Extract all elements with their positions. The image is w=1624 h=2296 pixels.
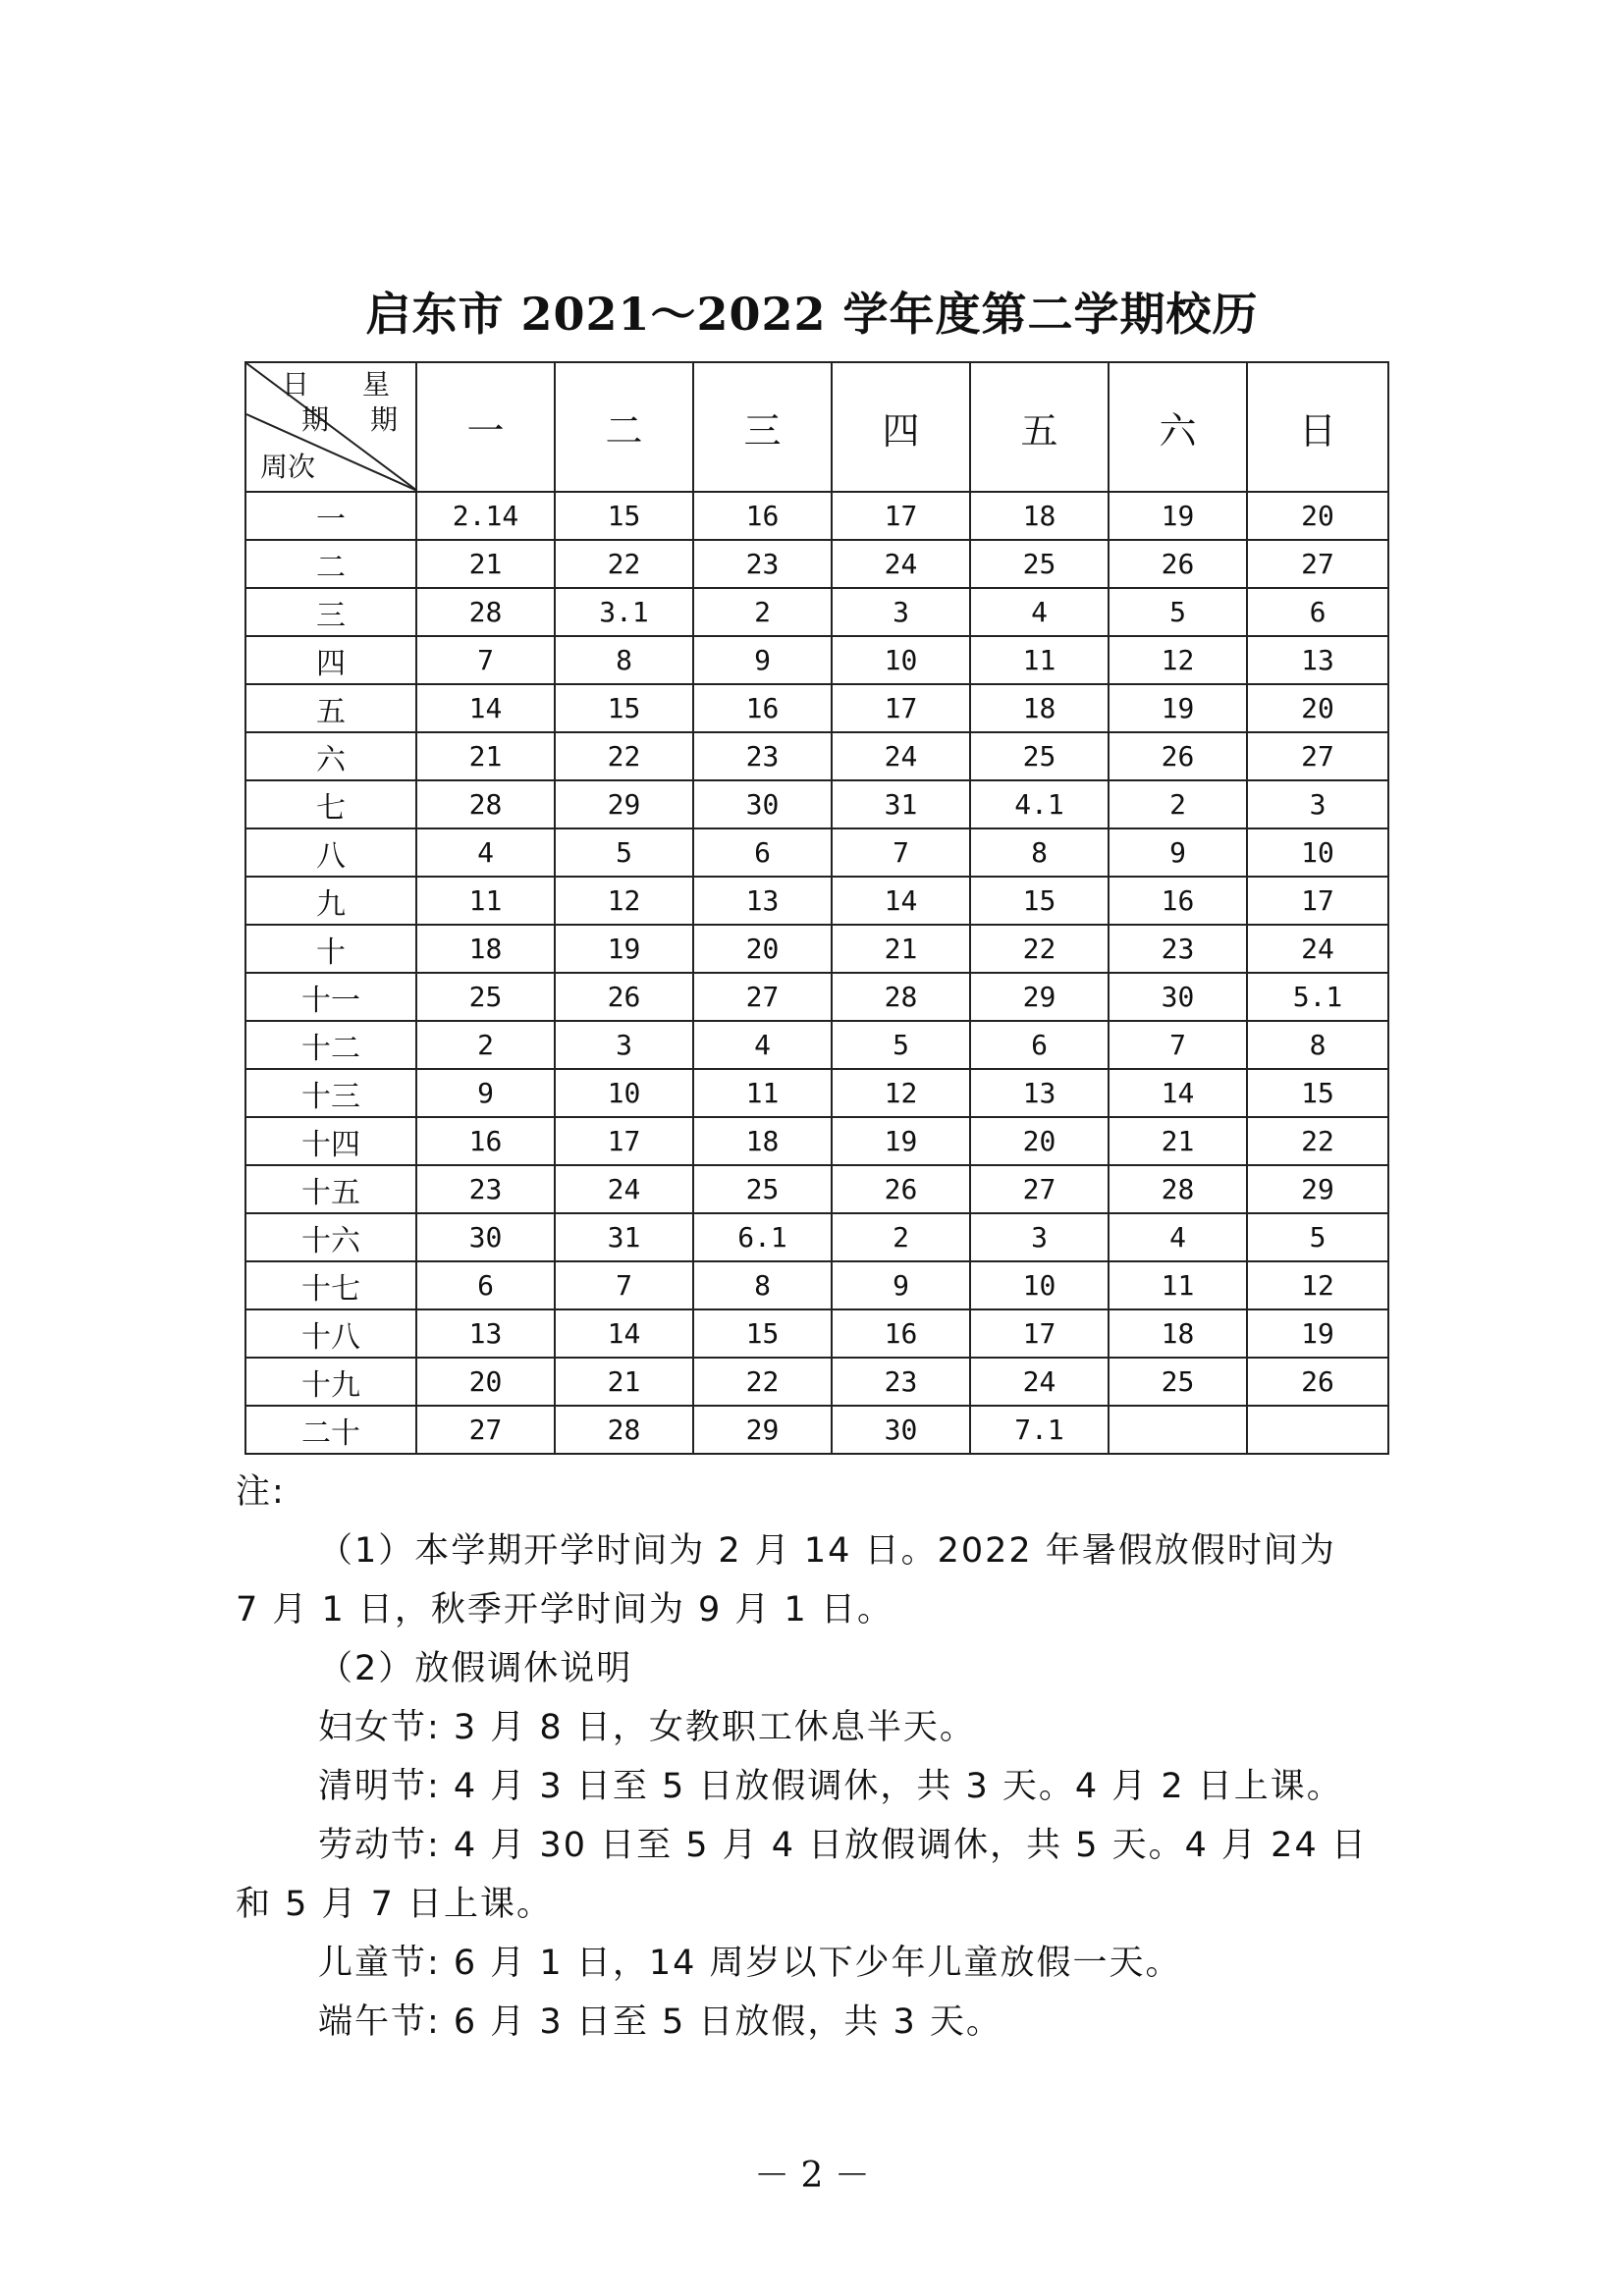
date-cell: 15 <box>555 492 693 540</box>
date-cell: 24 <box>832 732 970 780</box>
week-number-cell: 五 <box>245 684 416 732</box>
date-cell: 12 <box>555 877 693 925</box>
date-cell: 3 <box>555 1021 693 1069</box>
date-cell: 20 <box>693 925 832 973</box>
table-row <box>245 877 1388 925</box>
date-cell: 23 <box>416 1165 555 1213</box>
date-cell: 16 <box>693 684 832 732</box>
date-cell: 3 <box>832 588 970 636</box>
date-cell: 30 <box>693 780 832 828</box>
week-number-cell: 十三 <box>245 1069 416 1117</box>
table-row <box>245 828 1388 877</box>
date-cell: 27 <box>693 973 832 1021</box>
table-row <box>245 636 1388 684</box>
day-header-wed: 三 <box>693 362 832 492</box>
date-cell: 15 <box>1247 1069 1388 1117</box>
date-cell: 19 <box>832 1117 970 1165</box>
table-row <box>245 1213 1388 1261</box>
week-number-cell: 十二 <box>245 1021 416 1069</box>
week-number-cell: 十六 <box>245 1213 416 1261</box>
note-dragon-boat: 端午节: 6 月 3 日至 5 日放假，共 3 天。 <box>318 2002 1002 2042</box>
date-cell: 14 <box>832 877 970 925</box>
date-cell: 5.1 <box>1247 973 1388 1021</box>
date-cell: 15 <box>693 1309 832 1358</box>
date-cell: 10 <box>832 636 970 684</box>
week-number-cell: 十八 <box>245 1309 416 1358</box>
table-row <box>245 1165 1388 1213</box>
date-cell: 14 <box>1109 1069 1247 1117</box>
date-cell: 18 <box>693 1117 832 1165</box>
date-cell: 2.14 <box>416 492 555 540</box>
date-cell: 7 <box>832 828 970 877</box>
week-number-cell: 十九 <box>245 1358 416 1406</box>
date-cell: 10 <box>970 1261 1109 1309</box>
date-cell: 24 <box>970 1358 1109 1406</box>
date-cell: 4 <box>1109 1213 1247 1261</box>
date-cell: 20 <box>1247 684 1388 732</box>
day-header-fri: 五 <box>970 362 1109 492</box>
date-cell: 6 <box>970 1021 1109 1069</box>
table-row <box>245 1261 1388 1309</box>
table-row <box>245 732 1388 780</box>
corner-week-label: 周次 <box>260 451 316 483</box>
corner-header-cell <box>245 362 416 492</box>
date-cell: 31 <box>555 1213 693 1261</box>
date-cell: 5 <box>1247 1213 1388 1261</box>
note-item-2: （2）放假调休说明 <box>318 1649 633 1688</box>
date-cell: 19 <box>1109 492 1247 540</box>
table-row <box>245 973 1388 1021</box>
date-cell: 18 <box>416 925 555 973</box>
week-number-cell: 三 <box>245 588 416 636</box>
date-cell: 6 <box>416 1261 555 1309</box>
date-cell: 3.1 <box>555 588 693 636</box>
date-cell: 20 <box>970 1117 1109 1165</box>
date-cell: 20 <box>1247 492 1388 540</box>
day-header-tue: 二 <box>555 362 693 492</box>
date-cell: 2 <box>832 1213 970 1261</box>
date-cell: 5 <box>555 828 693 877</box>
date-cell: 24 <box>555 1165 693 1213</box>
date-cell: 28 <box>832 973 970 1021</box>
corner-star-label: 星 <box>362 368 391 400</box>
date-cell: 22 <box>970 925 1109 973</box>
table-row <box>245 1069 1388 1117</box>
date-cell: 16 <box>1109 877 1247 925</box>
date-cell: 10 <box>555 1069 693 1117</box>
date-cell: 28 <box>1109 1165 1247 1213</box>
note-labor-day-continued: 和 5 月 7 日上课。 <box>236 1885 554 1924</box>
table-row <box>245 1309 1388 1358</box>
table-row <box>245 780 1388 828</box>
date-cell: 21 <box>416 732 555 780</box>
date-cell: 22 <box>555 732 693 780</box>
date-cell: 24 <box>1247 925 1388 973</box>
date-cell: 23 <box>832 1358 970 1406</box>
date-cell: 27 <box>416 1406 555 1454</box>
date-cell: 10 <box>1247 828 1388 877</box>
date-cell: 11 <box>1109 1261 1247 1309</box>
date-cell: 13 <box>970 1069 1109 1117</box>
page-title: 启东市 2021～2022 学年度第二学期校历 <box>365 288 1259 341</box>
note-labor-day: 劳动节: 4 月 30 日至 5 月 4 日放假调休，共 5 天。4 月 24 日 <box>318 1826 1368 1865</box>
date-cell: 18 <box>1109 1309 1247 1358</box>
date-cell: 5 <box>1109 588 1247 636</box>
date-cell: 17 <box>832 684 970 732</box>
week-number-cell: 一 <box>245 492 416 540</box>
table-row <box>245 1117 1388 1165</box>
date-cell: 16 <box>832 1309 970 1358</box>
date-cell: 13 <box>416 1309 555 1358</box>
date-cell: 20 <box>416 1358 555 1406</box>
date-cell: 29 <box>555 780 693 828</box>
date-cell: 30 <box>416 1213 555 1261</box>
table-row <box>245 1021 1388 1069</box>
date-cell: 21 <box>555 1358 693 1406</box>
date-cell: 28 <box>416 780 555 828</box>
date-cell: 12 <box>1109 636 1247 684</box>
date-cell: 19 <box>555 925 693 973</box>
week-number-cell: 六 <box>245 732 416 780</box>
date-cell: 27 <box>1247 732 1388 780</box>
date-cell: 18 <box>970 492 1109 540</box>
week-number-cell: 十一 <box>245 973 416 1021</box>
week-number-cell: 二 <box>245 540 416 588</box>
date-cell: 15 <box>555 684 693 732</box>
date-cell: 11 <box>970 636 1109 684</box>
date-cell: 25 <box>1109 1358 1247 1406</box>
day-header-mon: 一 <box>416 362 555 492</box>
week-number-cell: 十五 <box>245 1165 416 1213</box>
date-cell: 26 <box>1109 732 1247 780</box>
date-cell: 3 <box>1247 780 1388 828</box>
notes-section <box>236 1463 1394 2052</box>
table-row <box>245 588 1388 636</box>
date-cell: 9 <box>693 636 832 684</box>
date-cell: 29 <box>1247 1165 1388 1213</box>
date-cell: 29 <box>970 973 1109 1021</box>
date-cell <box>1247 1406 1388 1454</box>
week-number-cell: 九 <box>245 877 416 925</box>
date-cell: 18 <box>970 684 1109 732</box>
week-number-cell: 十七 <box>245 1261 416 1309</box>
date-cell: 7 <box>555 1261 693 1309</box>
date-cell: 15 <box>970 877 1109 925</box>
date-cell: 22 <box>693 1358 832 1406</box>
date-cell: 4 <box>970 588 1109 636</box>
date-cell: 25 <box>416 973 555 1021</box>
week-number-cell: 八 <box>245 828 416 877</box>
date-cell: 17 <box>832 492 970 540</box>
date-cell: 30 <box>832 1406 970 1454</box>
date-cell: 5 <box>832 1021 970 1069</box>
note-item-1: （1）本学期开学时间为 2 月 14 日。2022 年暑假放假时间为 <box>318 1531 1336 1571</box>
page-number: － 2 － <box>754 2156 870 2196</box>
date-cell: 17 <box>555 1117 693 1165</box>
date-cell: 13 <box>693 877 832 925</box>
date-cell: 26 <box>555 973 693 1021</box>
date-cell: 2 <box>416 1021 555 1069</box>
corner-qi-right-label: 期 <box>370 403 399 436</box>
date-cell: 27 <box>1247 540 1388 588</box>
date-cell: 4 <box>693 1021 832 1069</box>
date-cell: 7 <box>416 636 555 684</box>
date-cell: 17 <box>1247 877 1388 925</box>
date-cell: 9 <box>416 1069 555 1117</box>
date-cell: 13 <box>1247 636 1388 684</box>
date-cell <box>1109 1406 1247 1454</box>
date-cell: 7.1 <box>970 1406 1109 1454</box>
notes-heading: 注: <box>236 1472 286 1512</box>
date-cell: 25 <box>970 732 1109 780</box>
school-calendar-table <box>244 361 1389 1455</box>
date-cell: 6.1 <box>693 1213 832 1261</box>
date-cell: 9 <box>832 1261 970 1309</box>
corner-qi-left-label: 期 <box>301 403 330 436</box>
date-cell: 4 <box>416 828 555 877</box>
note-womens-day: 妇女节: 3 月 8 日，女教职工休息半天。 <box>318 1708 976 1747</box>
date-cell: 23 <box>1109 925 1247 973</box>
date-cell: 28 <box>555 1406 693 1454</box>
date-cell: 7 <box>1109 1021 1247 1069</box>
date-cell: 14 <box>555 1309 693 1358</box>
date-cell: 19 <box>1109 684 1247 732</box>
date-cell: 12 <box>832 1069 970 1117</box>
week-number-cell: 四 <box>245 636 416 684</box>
table-row <box>245 492 1388 540</box>
date-cell: 25 <box>693 1165 832 1213</box>
date-cell: 17 <box>970 1309 1109 1358</box>
corner-day-label: 日 <box>282 368 310 400</box>
date-cell: 2 <box>693 588 832 636</box>
date-cell: 31 <box>832 780 970 828</box>
note-childrens-day: 儿童节: 6 月 1 日，14 周岁以下少年儿童放假一天。 <box>318 1944 1182 1983</box>
date-cell: 21 <box>416 540 555 588</box>
date-cell: 23 <box>693 540 832 588</box>
day-header-sat: 六 <box>1109 362 1247 492</box>
date-cell: 6 <box>1247 588 1388 636</box>
date-cell: 14 <box>416 684 555 732</box>
date-cell: 11 <box>693 1069 832 1117</box>
day-header-thu: 四 <box>832 362 970 492</box>
date-cell: 3 <box>970 1213 1109 1261</box>
date-cell: 30 <box>1109 973 1247 1021</box>
date-cell: 2 <box>1109 780 1247 828</box>
date-cell: 28 <box>416 588 555 636</box>
calendar-body <box>245 492 1388 1454</box>
date-cell: 9 <box>1109 828 1247 877</box>
date-cell: 24 <box>832 540 970 588</box>
date-cell: 26 <box>832 1165 970 1213</box>
date-cell: 12 <box>1247 1261 1388 1309</box>
date-cell: 21 <box>1109 1117 1247 1165</box>
date-cell: 23 <box>693 732 832 780</box>
date-cell: 27 <box>970 1165 1109 1213</box>
date-cell: 8 <box>970 828 1109 877</box>
date-cell: 21 <box>832 925 970 973</box>
date-cell: 26 <box>1109 540 1247 588</box>
date-cell: 19 <box>1247 1309 1388 1358</box>
date-cell: 29 <box>693 1406 832 1454</box>
week-number-cell: 二十 <box>245 1406 416 1454</box>
week-number-cell: 十四 <box>245 1117 416 1165</box>
day-header-sun: 日 <box>1247 362 1388 492</box>
week-number-cell: 十 <box>245 925 416 973</box>
table-row <box>245 925 1388 973</box>
date-cell: 16 <box>693 492 832 540</box>
date-cell: 8 <box>1247 1021 1388 1069</box>
date-cell: 16 <box>416 1117 555 1165</box>
date-cell: 11 <box>416 877 555 925</box>
week-number-cell: 七 <box>245 780 416 828</box>
date-cell: 8 <box>555 636 693 684</box>
date-cell: 4.1 <box>970 780 1109 828</box>
date-cell: 6 <box>693 828 832 877</box>
date-cell: 22 <box>555 540 693 588</box>
date-cell: 25 <box>970 540 1109 588</box>
header-row <box>245 362 1388 492</box>
table-row <box>245 1358 1388 1406</box>
table-row <box>245 684 1388 732</box>
table-row <box>245 1406 1388 1454</box>
date-cell: 22 <box>1247 1117 1388 1165</box>
date-cell: 8 <box>693 1261 832 1309</box>
note-qingming: 清明节: 4 月 3 日至 5 日放假调休，共 3 天。4 月 2 日上课。 <box>318 1767 1343 1806</box>
note-item-1-continued: 7 月 1 日，秋季开学时间为 9 月 1 日。 <box>236 1590 893 1629</box>
date-cell: 26 <box>1247 1358 1388 1406</box>
table-row <box>245 540 1388 588</box>
